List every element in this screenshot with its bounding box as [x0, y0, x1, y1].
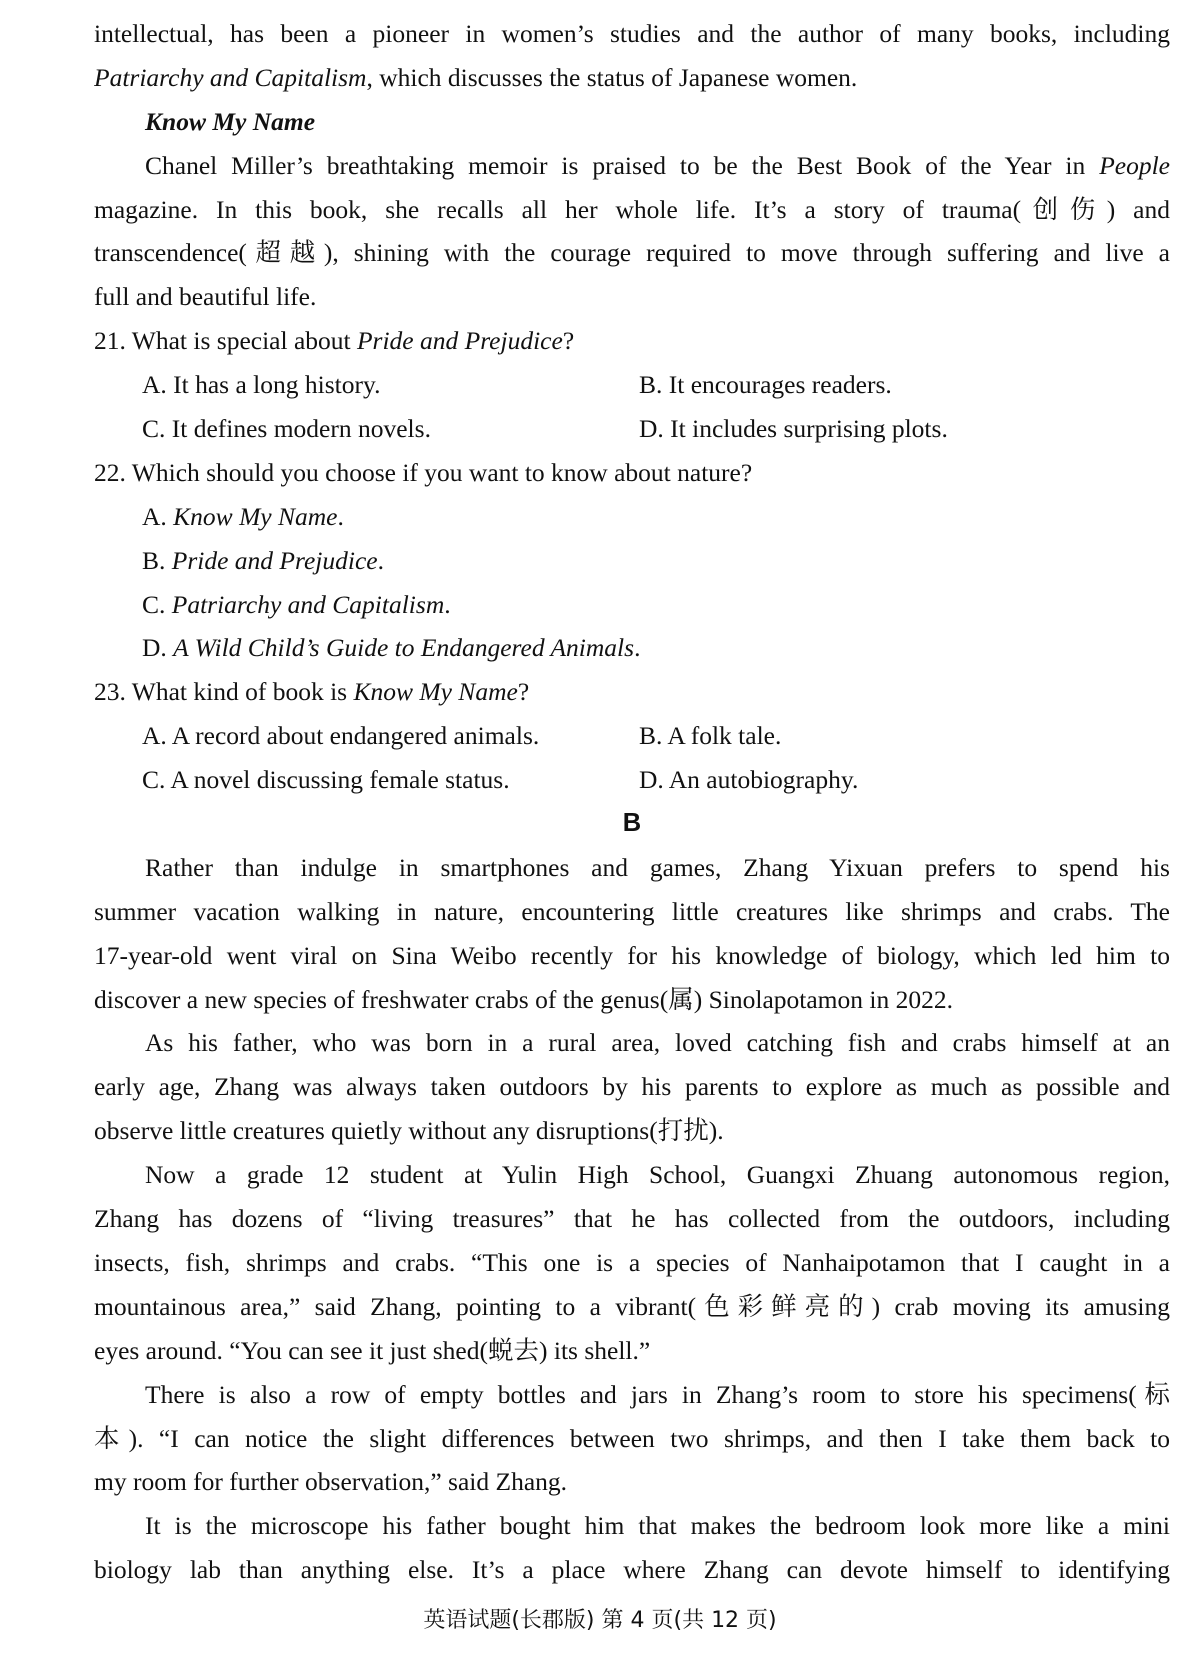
option-d: D. It includes surprising plots. [639, 414, 948, 444]
option-c: C. It defines modern novels. [142, 414, 431, 444]
option-c: C. A novel discussing female status. [142, 765, 510, 795]
option-b: B. It encourages readers. [639, 370, 892, 400]
question-23: 23. What kind of book is Know My Name? [94, 677, 530, 707]
text-line: eyes around. “You can see it just shed(蜕去) its shell.” [94, 1335, 651, 1365]
options-row [94, 758, 1170, 802]
text-line: As his father, who was born in a rural area, loved catching fish and crabs himself at an [145, 1028, 1170, 1058]
text-line: transcendence(超越), shining with the courage required to move through suffering and live a [94, 238, 1170, 268]
options-row [94, 363, 1170, 407]
text-line: 17-year-old went viral on Sina Weibo recently for his knowledge of biology, which led him to [94, 940, 1170, 970]
text-line: early age, Zhang was always taken outdoors by his parents to explore as much as possible and [94, 1072, 1170, 1102]
option-c: C. Patriarchy and Capitalism. [142, 589, 451, 619]
text-line: discover a new species of freshwater crabs of the genus(属) Sinolapotamon in 2022. [94, 984, 953, 1014]
option-a: A. Know My Name. [142, 501, 344, 531]
text-line: full and beautiful life. [94, 282, 317, 312]
text-line: 本). “I can notice the slight differences between two shrimps, and then I take them back to [94, 1423, 1170, 1453]
options-row [94, 714, 1170, 758]
text-line: summer vacation walking in nature, encountering little creatures like shrimps and crabs. The [94, 896, 1170, 926]
option-d: D. A Wild Child’s Guide to Endangered Animals. [142, 633, 641, 663]
text-line: Rather than indulge in smartphones and games, Zhang Yixuan prefers to spend his [145, 852, 1170, 882]
option-a: A. It has a long history. [142, 370, 381, 400]
text-line: magazine. In this book, she recalls all her whole life. It’s a story of trauma(创伤) and [94, 194, 1170, 224]
text-line: intellectual, has been a pioneer in women’s studies and the author of many books, including [94, 19, 1170, 48]
page-content [94, 12, 1170, 1592]
option-d: D. An autobiography. [639, 765, 859, 795]
page-footer: 英语试题(长郡版) 第 4 页(共 12 页) [423, 1608, 777, 1633]
text-line: It is the microscope his father bought him that makes the bedroom look more like a mini [145, 1511, 1170, 1541]
option-a: A. A record about endangered animals. [142, 721, 540, 751]
text-line: Zhang has dozens of “living treasures” that he has collected from the outdoors, including [94, 1204, 1170, 1234]
text-line: Chanel Miller’s breathtaking memoir is praised to be the Best Book of the Year in People [145, 150, 1170, 180]
options-row [94, 407, 1170, 451]
text-line: There is also a row of empty bottles and jars in Zhang’s room to store his specimens(标 [145, 1379, 1170, 1409]
text-line: Now a grade 12 student at Yulin High School, Guangxi Zhuang autonomous region, [145, 1160, 1170, 1190]
text-line: insects, fish, shrimps and crabs. “This one is a species of Nanhaipotamon that I caught in a [94, 1247, 1170, 1277]
text-line: biology lab than anything else. It’s a place where Zhang can devote himself to identifying [94, 1555, 1170, 1585]
text-line: my room for further observation,” said Zhang. [94, 1467, 568, 1497]
section-heading: B [622, 809, 642, 838]
text-line: Patriarchy and Capitalism, which discusses the status of Japanese women. [94, 62, 858, 92]
question-22: 22. Which should you choose if you want to know about nature? [94, 457, 753, 487]
book-heading: Know My Name [145, 106, 316, 136]
option-b: B. A folk tale. [639, 721, 782, 751]
text-line: observe little creatures quietly without any disruptions(打扰). [94, 1116, 724, 1146]
question-21: 21. What is special about Pride and Prejudice? [94, 326, 575, 356]
option-b: B. Pride and Prejudice. [142, 545, 384, 575]
book-title: Patriarchy and Capitalism [94, 62, 367, 92]
text-line: mountainous area,” said Zhang, pointing to a vibrant(色彩鲜亮的) crab moving its amusing [94, 1291, 1170, 1321]
